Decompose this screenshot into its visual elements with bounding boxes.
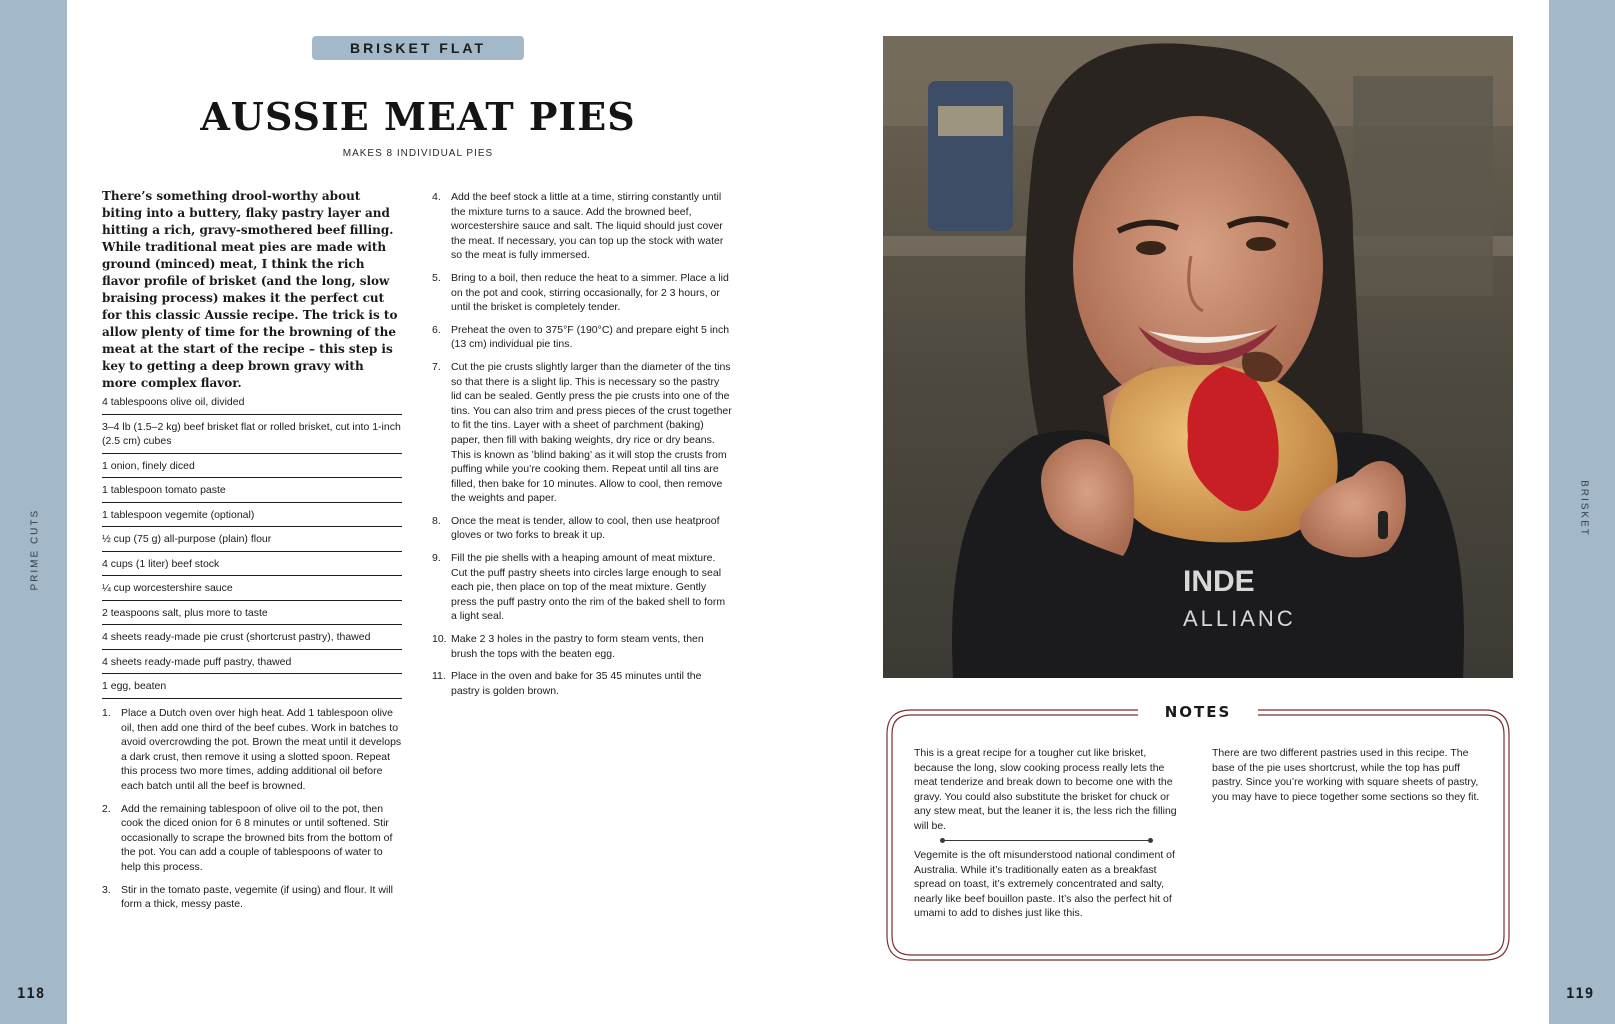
- step-text: Bring to a boil, then reduce the heat to a simmer. Place a lid on the pot and cook, stirring occasionally, for 2 3 hours, or until the brisket is completely tender.: [451, 271, 729, 314]
- method-step: [432, 669, 732, 698]
- background-bag: [928, 81, 1013, 231]
- method-step: [102, 802, 402, 875]
- method-step: [102, 883, 402, 912]
- notes-panel: [883, 706, 1513, 964]
- ingredient-list: [102, 393, 402, 702]
- ingredient-item: ¼ cup worcestershire sauce: [102, 579, 402, 601]
- method-steps-col-1: [102, 706, 402, 920]
- step-text: Stir in the tomato paste, vegemite (if using) and flour. It will form a thick, messy paste.: [121, 883, 393, 911]
- step-number: 4.: [432, 191, 441, 203]
- method-step: [432, 271, 732, 315]
- method-step: [432, 323, 732, 352]
- ingredient-item: 1 egg, beaten: [102, 677, 402, 699]
- recipe-yield: MAKES 8 INDIVIDUAL PIES: [342, 148, 494, 159]
- ingredient-item: 4 sheets ready-made pie crust (shortcrust pastry), thawed: [102, 628, 402, 650]
- ingredient-item: 4 tablespoons olive oil, divided: [102, 393, 402, 415]
- recipe-intro: There’s something drool-worthy about biting into a buttery, flaky pastry layer and hitting a rich, gravy-smothered beef filling. While traditional meat pies are made with ground (minced) meat, I think the rich flavor profile of brisket (and the long, slow braising process) makes it the perfect cut for this classic Aussie recipe. The trick is to allow plenty of time for the browning of the meat at the start of the recipe – this step is key to getting a deep brown gravy with more complex flavor.: [102, 189, 398, 390]
- section-label-left: PRIME CUTS: [29, 508, 41, 591]
- step-number: 5.: [432, 271, 441, 284]
- step-text: Make 2 3 holes in the pastry to form steam vents, then brush the tops with the beaten egg.: [451, 633, 704, 660]
- hero-photo: [883, 36, 1513, 678]
- notes-heading: NOTES: [1138, 703, 1258, 721]
- step-text: Fill the pie shells with a heaping amount of meat mixture. Cut the puff pastry sheets into circles large enough to seal each pie, then place on top of the meat mixture. Gently press the puff pastry onto the rim of the baked shell to form a light seal.: [451, 552, 726, 623]
- notes-frame: [883, 706, 1513, 964]
- method-step: [432, 551, 732, 624]
- step-number: 8.: [432, 514, 441, 527]
- method-steps-col-2: [432, 190, 732, 706]
- step-number: 2.: [102, 802, 111, 815]
- step-text: Add the beef stock a little at a time, stirring constantly until the mixture turns to a sauce. Add the browned beef, worcestershire sauce and salt. The liquid should just cover the meat. If necessary, you can top up the stock with water so the meat is fully immersed.: [451, 191, 724, 262]
- ingredient-item: 3–4 lb (1.5–2 kg) beef brisket flat or rolled brisket, cut into 1-inch (2.5 cm) cubes: [102, 418, 402, 454]
- note-pastries: There are two different pastries used in this recipe. The base of the pie uses shortcrust, while the top has puff pastry. Since you’re working with square sheets of pastry, you may have to piece together some sections so they fit.: [1212, 747, 1480, 803]
- step-text: Place a Dutch oven over high heat. Add 1 tablespoon olive oil, then add one third of the beef cubes. Work in batches to avoid overcrowding the pot. Brown the meat until it develops a dark crust, then remove it using a slotted spoon. Repeat this process two more times, adding additional oil before each batch until all the beef is browned.: [121, 707, 402, 792]
- shirt-print-line-1: INDE: [1183, 565, 1255, 598]
- note-vegemite: Vegemite is the oft misunderstood national condiment of Australia. While it’s traditionally eaten as a breakfast spread on toast, it’s extremely concentrated and salty, nearly like beef bouillon paste. It’s also the perfect hit of umami to add to dishes just like this.: [914, 849, 1175, 920]
- method-step: [432, 190, 732, 263]
- note-brisket-cut: This is a great recipe for a tougher cut like brisket, because the long, slow cooking process really lets the meat tenderize and break down to become one with the gravy. You could also substitute the brisket for chuck or any stew meat, but the leaner it is, the less rich the filling will be.: [914, 747, 1177, 832]
- step-text: Place in the oven and bake for 35 45 minutes until the pastry is golden brown.: [451, 670, 702, 697]
- ingredient-item: 2 teaspoons salt, plus more to taste: [102, 604, 402, 626]
- shirt-print-line-2: ALLIANC: [1183, 606, 1296, 631]
- step-number: 9.: [432, 552, 441, 565]
- step-text: Add the remaining tablespoon of olive oil to the pot, then cook the diced onion for 6 8 minutes or until softened. Stir occasionally to scrape the browned bits from the bottom of the pot. You can add a couple of tablespoons of water to help this process.: [121, 802, 393, 873]
- woman-eating-pie-photo: [883, 36, 1513, 678]
- method-step: [432, 632, 732, 661]
- page-number-left: 118: [17, 986, 46, 1002]
- ring: [1378, 511, 1388, 539]
- section-label-right: BRISKET: [1578, 480, 1590, 537]
- step-text: Once the meat is tender, allow to cool, then use heatproof gloves or two forks to break it up.: [451, 514, 720, 542]
- ingredient-item: 4 sheets ready-made puff pastry, thawed: [102, 653, 402, 675]
- step-number: 7.: [432, 360, 441, 373]
- step-number: 10.: [432, 633, 447, 646]
- ingredient-item: 1 onion, finely diced: [102, 457, 402, 479]
- category-badge: BRISKET FLAT: [312, 36, 524, 60]
- step-text: Preheat the oven to 375°F (190°C) and prepare eight 5 inch (13 cm) individual pie tins.: [451, 323, 730, 351]
- recipe-title: AUSSIE MEAT PIES: [200, 94, 636, 139]
- step-number: 3.: [102, 883, 111, 896]
- ingredient-item: 1 tablespoon vegemite (optional): [102, 506, 402, 528]
- page-number-right: 119: [1566, 986, 1595, 1002]
- method-step: [432, 514, 732, 543]
- step-text: Cut the pie crusts slightly larger than the diameter of the tins so that there is a slight lip. This is necessary so the pastry lid can be sealed. Gently press the pie crusts into one of the tins. You can also trim and press pieces of the crust together to fit the tins. Layer with a sheet of parchment (baking) paper, then fill with baking weights, dry rice or dry beans. This is known as ’blind baking’ as it will stop the crusts from puffing while you’re cooking them. Repeat until all tins are filled, then bake for 10 minutes. Allow to cool, then remove the weights and paper.: [451, 360, 732, 505]
- ingredient-item: 4 cups (1 liter) beef stock: [102, 555, 402, 577]
- method-step: [102, 706, 402, 794]
- step-number: 1.: [102, 707, 111, 719]
- step-number: 11.: [432, 670, 446, 683]
- method-step: [432, 360, 732, 506]
- ingredient-item: 1 tablespoon tomato paste: [102, 481, 402, 503]
- step-number: 6.: [432, 323, 441, 336]
- notes-divider: [944, 840, 1149, 841]
- ingredient-item: ½ cup (75 g) all-purpose (plain) flour: [102, 530, 402, 552]
